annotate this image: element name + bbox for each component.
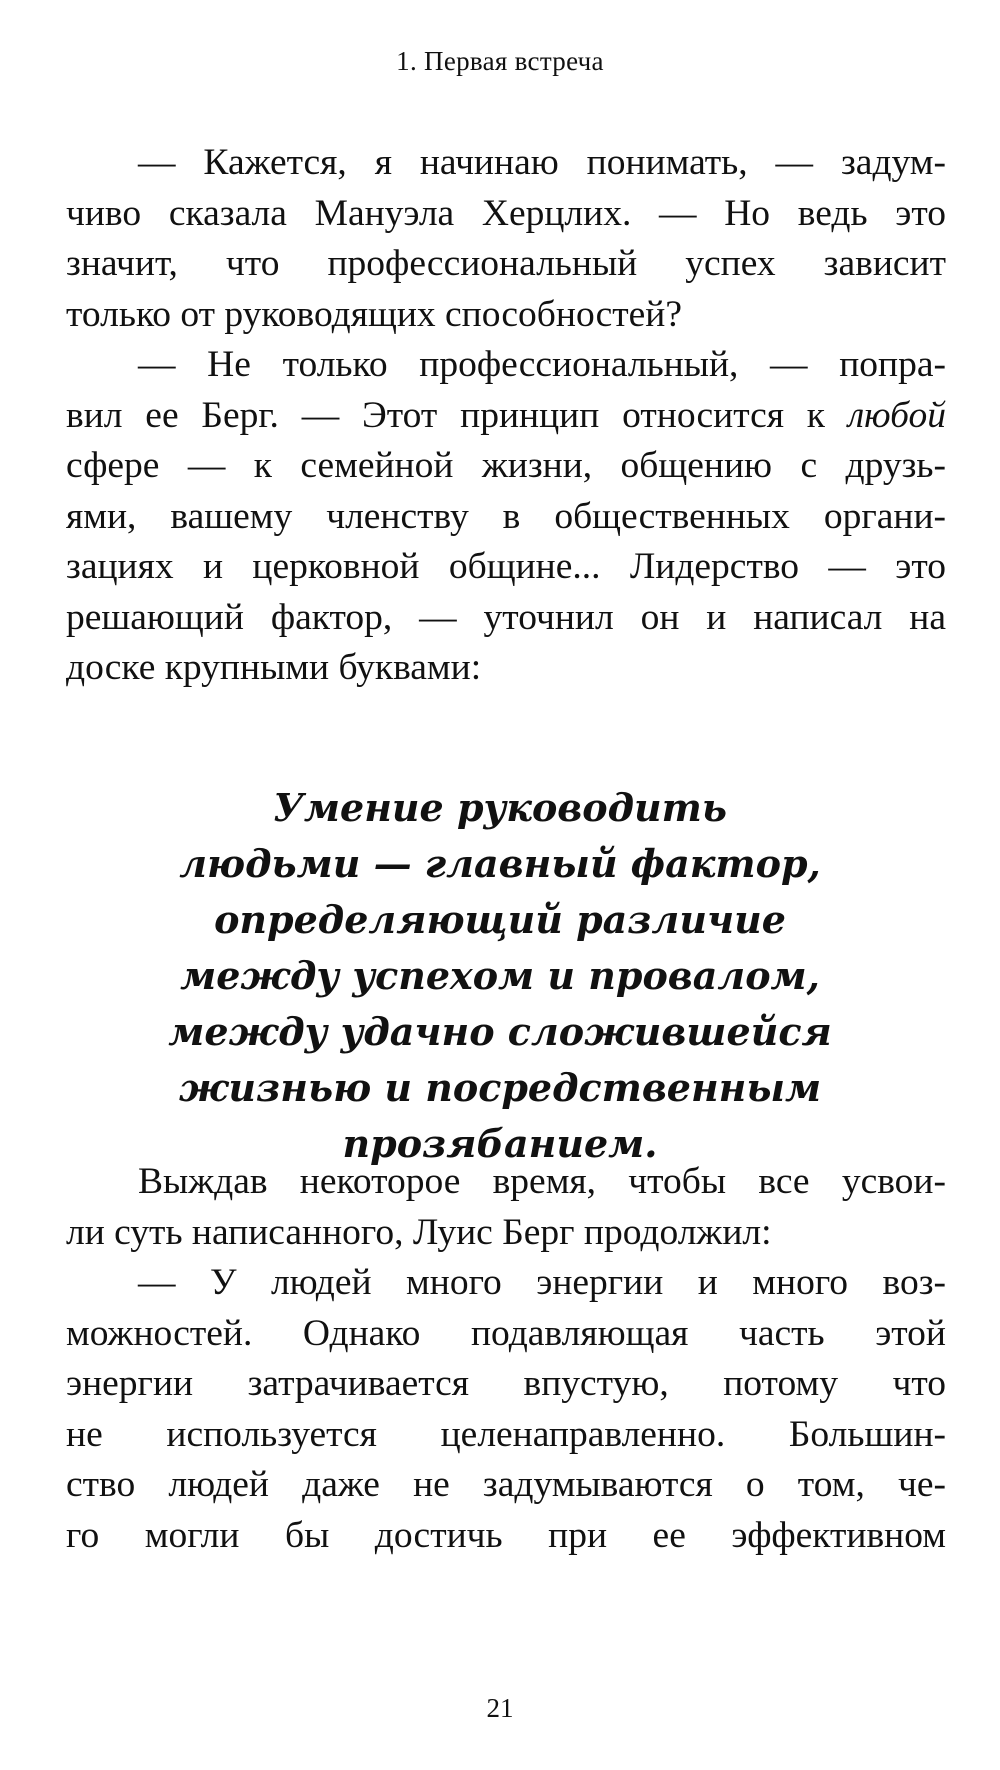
text-line: решающий фактор, — уточнил он и написал на [66,596,946,638]
text-line: — У людей много энергии и много воз- [138,1262,946,1303]
quote-line: жизнью и посредственным [178,1065,822,1110]
text-line: Выждав некоторое время, чтобы все усвои- [138,1161,946,1202]
text-line: только от руководящих способностей? [66,293,683,335]
quote-line: людьми — главный фактор, [179,841,821,886]
text-line: ство людей даже не задумываются о том, че- [66,1464,946,1505]
text-line: можностей. Однако подавляющая часть этой [66,1312,946,1354]
paragraph-1 [66,138,946,340]
quote-line: между успехом и провалом, [180,953,820,998]
quote-line: прозябанием. [342,1121,658,1166]
text-line: — Кажется, я начинаю понимать, — задум- [138,142,946,183]
paragraph-4 [66,1258,946,1561]
highlighted-quote [0,780,1000,1172]
text-line: — Не только профессиональный, — попра- [138,344,946,385]
paragraph-3 [66,1157,946,1258]
text-line: сфере — к семейной жизни, общению с друзь- [66,445,946,486]
paragraph-2 [66,340,946,694]
emphasis-word: любой [847,394,946,436]
text-line: доске крупными буквами: [66,647,482,688]
quote-line: между удачно сложившейся [168,1009,832,1054]
text-block-top [66,138,946,694]
text-line: не используется целенаправленно. Большин- [66,1413,946,1455]
page-number: 21 [486,1693,514,1723]
text-run: вил ее Берг. — Этот принцип относится к [66,394,848,436]
text-line: ями, вашему членству в общественных органи- [66,495,946,537]
running-head: 1. Первая встреча [396,46,604,76]
text-line-with-emphasis [66,391,946,442]
text-line: энергии затрачивается впустую, потому что [66,1363,946,1404]
text-block-bottom [66,1157,946,1561]
quote-line: Умение руководить [273,785,727,830]
text-line: ли суть написанного, Луис Берг продолжил: [66,1211,772,1253]
text-line: чиво сказала Мануэла Херцлих. — Но ведь это [66,192,946,234]
quote-line: определяющий различие [214,897,786,942]
text-line: зациях и церковной общине... Лидерство — это [66,546,946,587]
text-line: го могли бы достичь при ее эффективном [66,1514,946,1556]
text-line: значит, что профессиональный успех зависит [66,243,946,284]
